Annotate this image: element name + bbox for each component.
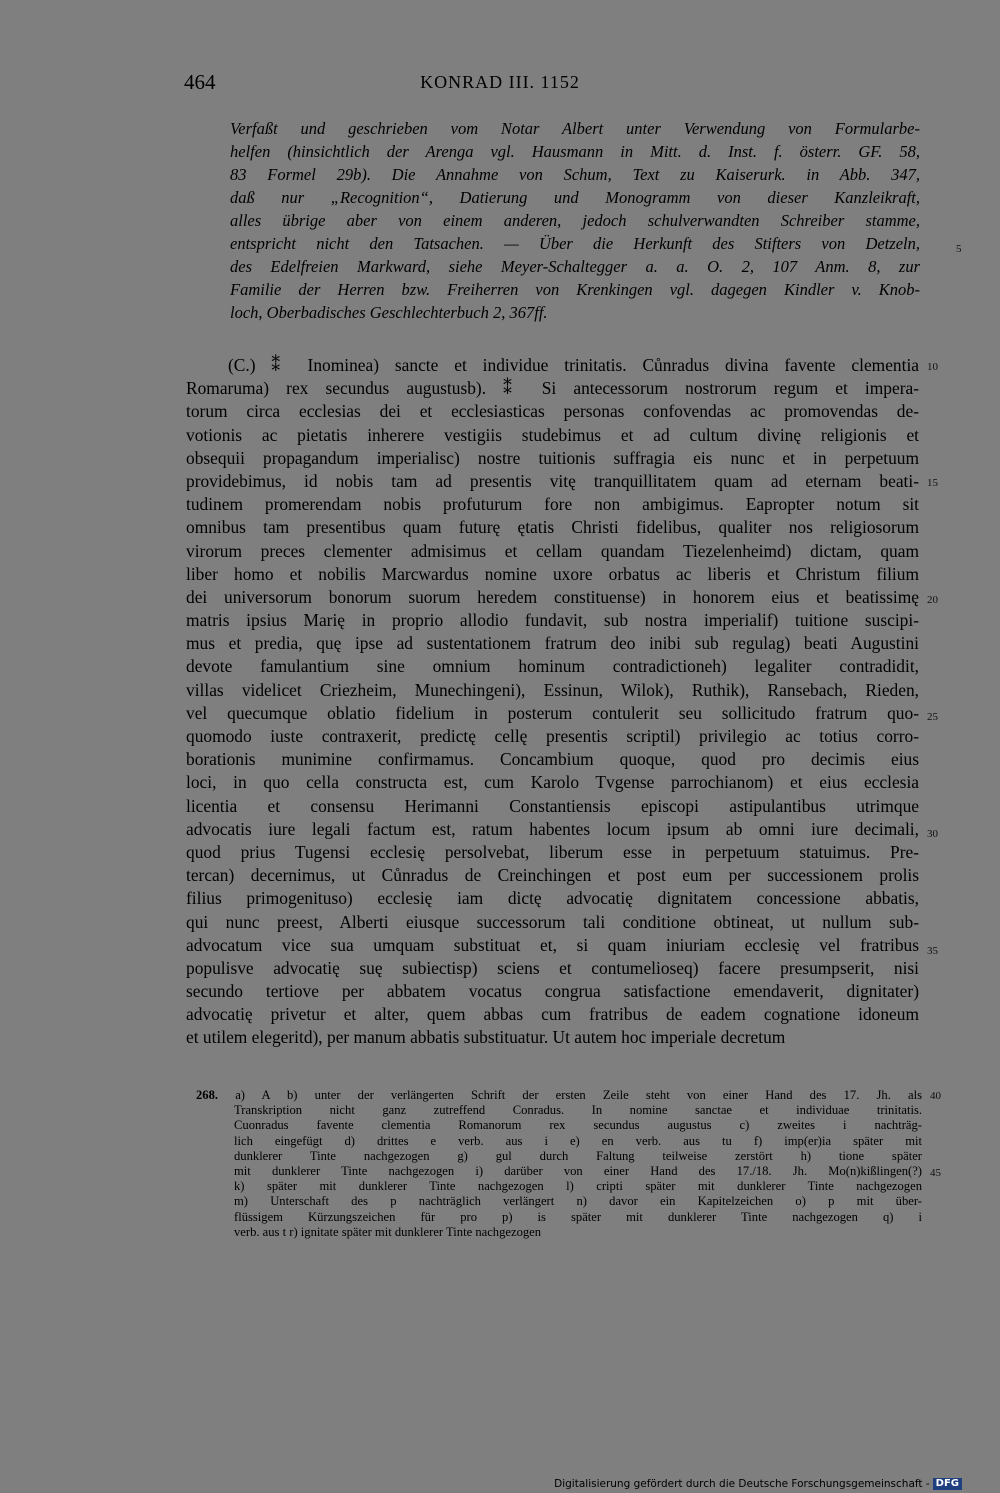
intro-line: alles übrige aber von einem anderen, jedoch schulverwandten Schreiber stamme, (230, 211, 920, 230)
charter-line: votionis ac pietatis inherere vestigiis studebimus et ad cultum divinę religionis et (186, 424, 919, 445)
intro-line: entspricht nicht den Tatsachen. — Über die Herkunft des Stifters von Detzeln, (230, 234, 920, 253)
line-number: 35 (927, 945, 938, 957)
charter-line: matris ipsius Marię in proprio allodio fundavit, sub nostra imperialif) tuitione suscipi- (186, 610, 919, 631)
footnote-line: Transkription nicht ganz zutreffend Conradus. In nomine sanctae et individuae trinitatis. (234, 1103, 922, 1118)
charter-line: obsequii propagandum imperialisc) nostre tuitionis suffragia eis nunc et in perpetuum (186, 447, 919, 468)
charter-line: filius primogenituso) ecclesię iam dictę advocatię dignitatem concessione abbatis, (186, 888, 919, 909)
charter-line: liber homo et nobilis Marcwardus nomine uxore orbatus ac liberis et Christum filium (186, 563, 919, 584)
footnote-line: lich eingefügt d) drittes e verb. aus i e) en verb. aus tu f) imp(er)ia später mit (234, 1133, 922, 1148)
charter-text (186, 354, 919, 1050)
funding-credit (554, 1478, 962, 1490)
line-number: 5 (956, 243, 962, 255)
charter-line: villas videlicet Criezheim, Munechingeni), Essinun, Wilok), Ruthik), Ransebach, Rieden, (186, 679, 919, 700)
charter-line: quomodo iuste contraxerit, predictę cellę presentis scriptil) privilegio ac totius corro- (186, 726, 919, 746)
intro-line: 83 Formel 29b). Die Annahme von Schum, Text zu Kaiserurk. in Abb. 347, (230, 165, 920, 184)
page-number: 464 (184, 70, 216, 94)
charter-line: advocatum vice sua umquam substituat et, si quam iniuriam ecclesię vel fratribus (186, 934, 919, 955)
footnote-text: a) A b) unter der verlängerten Schrift der ersten Zeile steht von einer Hand des 17. Jh. als (235, 1088, 922, 1102)
charter-line: advocatię privetur et alter, quem abbas cum fratribus de eadem cognatione idoneum (186, 1004, 919, 1025)
footnote-line (196, 1088, 922, 1103)
intro-line: loch, Oberbadisches Geschlechterbuch 2, 367ff. (230, 303, 548, 322)
charter-line: mus et predia, quę ipse ad sustentationem fratrum deo inibi sub regulag) beati Augustini (186, 633, 919, 654)
charter-line: tercan) decernimus, ut Cůnradus de Creinchingen et post eum per successionem prolis (186, 865, 919, 886)
charter-line: advocatis iure legali factum est, ratum habentes locum ipsum ab omni iure decimali, (186, 818, 919, 839)
footnote-line: dunklerer Tinte nachgezogen g) gul durch Faltung teilweise zerstört h) tione später (234, 1148, 922, 1163)
line-number: 10 (927, 361, 938, 373)
line-number: 25 (927, 711, 938, 723)
footnote-line: Cuonradus favente clementia Romanorum rex secundus augustus c) zweites i nachträg- (234, 1118, 922, 1133)
line-number: 15 (927, 477, 938, 489)
charter-line: qui nunc preest, Alberti eiusque successorum tali conditione obtineat, ut nullum sub- (186, 911, 919, 932)
line-number: 45 (930, 1167, 941, 1179)
running-head: KONRAD III. 1152 (420, 72, 580, 92)
footnote-line: flüssigem Kürzungszeichen für pro p) is später mit dunklerer Tinte nachgezogen q) i (234, 1209, 922, 1224)
footnotes (196, 1088, 922, 1240)
line-number: 20 (927, 594, 938, 606)
charter-line: loci, in quo cella constructa est, cum Karolo Tvgense parrochianom) et eius ecclesia (186, 772, 919, 793)
charter-line: tudinem promerendam nobis profuturum fore non ambigimus. Eapropter notum sit (186, 494, 919, 515)
charter-line: licentia et consensu Herimanni Constantiensis episcopi astipulantibus utrimque (186, 795, 919, 816)
footnote-line: mit dunklerer Tinte nachgezogen i) darüber von einer Hand des 17./18. Jh. Mo(n)kißlingen(?) (234, 1163, 922, 1178)
charter-line: providebimus, id nobis tam ad presentis vitę tranquillitatem quam ad eternam beati- (186, 470, 919, 491)
line-number: 40 (930, 1090, 941, 1102)
intro-line: daß nur „Recognition“, Datierung und Monogramm von dieser Kanzleikraft, (230, 188, 920, 207)
charter-line: et utilem elegeritd), per manum abbatis substituatur. Ut autem hoc imperiale decretum (186, 1027, 786, 1048)
charter-line: virorum preces clementer admisimus et cellam quandam Tiezelenheimd) dictam, quam (186, 540, 919, 561)
intro-line: Verfaßt und geschrieben vom Notar Albert unter Verwendung von Formularbe- (230, 119, 920, 138)
charter-line: Romaruma) rex secundus augustusb). ⁑ Si antecessorum nostrorum regum et impera- (186, 378, 919, 399)
intro-line: helfen (hinsichtlich der Arenga vgl. Hausmann in Mitt. d. Inst. f. österr. GF. 58, (230, 142, 920, 161)
charter-line: omnibus tam presentibus quam futurę ętatis Christi fidelibus, qualiter nos religiosorum (186, 517, 919, 538)
charter-line: (C.) ⁑ Inominea) sancte et individue trinitatis. Cůnradus divina favente clementia (228, 355, 919, 375)
footnote-line: m) Unterschaft des p nachträglich verlängert n) davor ein Kapitelzeichen o) p mit über- (234, 1194, 922, 1209)
charter-line: populisve advocatię suę subiectisp) sciens et contumelioseq) facere presumpserit, nisi (186, 957, 919, 978)
charter-line: torum circa ecclesias dei et ecclesiasticas personas confovendas ac promovendas de- (186, 401, 919, 422)
dfg-logo: DFG (933, 1478, 962, 1490)
footnote-line: k) später mit dunklerer Tinte nachgezogen l) cripti später mit dunklerer Tinte nachgezogen (234, 1179, 922, 1194)
charter-line: borationis munimine confirmamus. Concambium quoque, quod pro decimis eius (186, 749, 919, 770)
charter-line: secundo tertiove per abbatem vocatus congrua satisfactione emendaverit, dignitater) (186, 981, 919, 1002)
intro-line: des Edelfreien Markward, siehe Meyer-Schaltegger a. a. O. 2, 107 Anm. 8, zur (230, 257, 920, 276)
intro-commentary (230, 117, 920, 324)
document-number: 268. (196, 1088, 219, 1102)
footnote-line: verb. aus t r) ignitate später mit dunklerer Tinte nachgezogen (234, 1224, 542, 1239)
charter-line: dei universorum bonorum suorum heredem constituense) in honorem eius et beatissimę (186, 586, 919, 607)
charter-line: quod prius Tugensi ecclesię persolvebat, liberum esse in perpetuum statuimus. Pre- (186, 841, 919, 862)
charter-line: devote famulantium sine omnium hominum contradictioneh) legaliter contradidit, (186, 656, 919, 677)
line-number: 30 (927, 828, 938, 840)
funding-credit-text: Digitalisierung gefördert durch die Deutsche Forschungsgemeinschaft - (554, 1478, 930, 1490)
intro-line: Familie der Herren bzw. Freiherren von Krenkingen vgl. dagegen Kindler v. Knob- (230, 280, 920, 299)
charter-line: vel quecumque oblatio fidelium in posterum contulerit seu sollicitudo fratrum quo- (186, 702, 919, 723)
